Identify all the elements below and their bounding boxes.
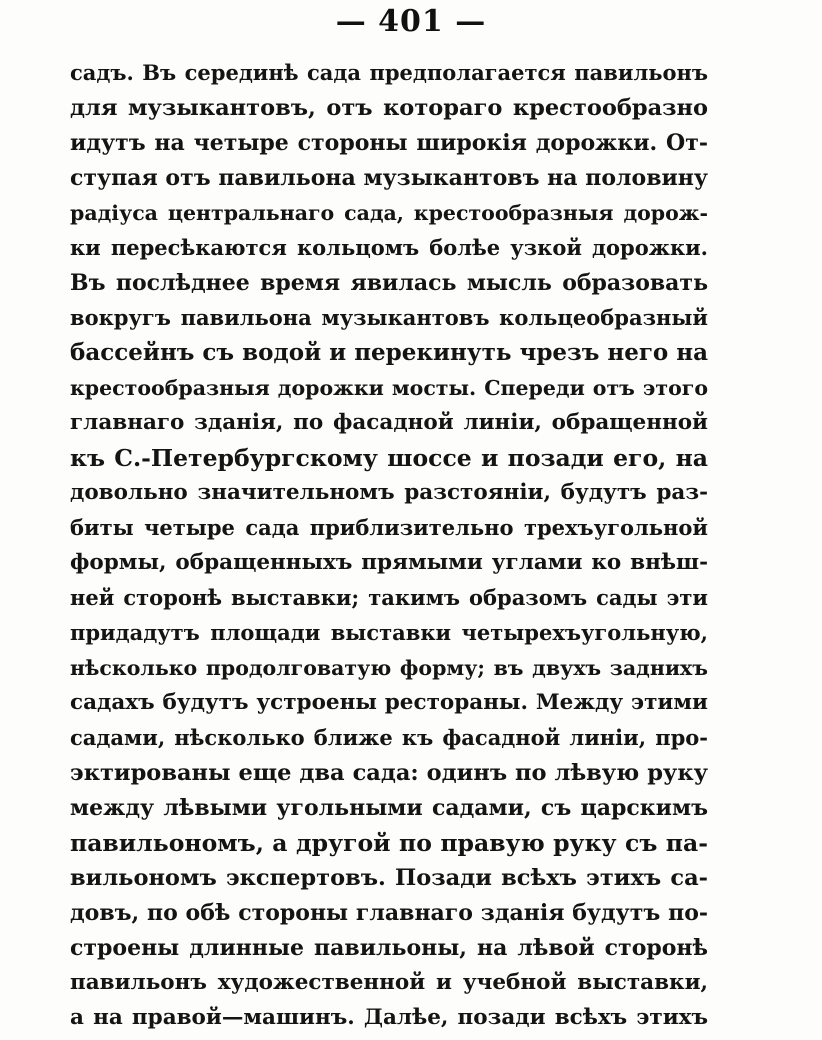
- text-line: садъ. Въ серединѣ сада предполагается павильонъ: [70, 60, 708, 85]
- text-line: нѣсколько продолговатую форму; въ двухъ заднихъ: [70, 656, 708, 680]
- text-line: ней сторонѣ выставки; такимъ образомъ сады эти: [70, 585, 708, 610]
- text-line: довольно значительномъ разстояніи, будутъ раз-: [70, 480, 708, 505]
- text-line: между лѣвыми угольными садами, съ царскимъ: [70, 795, 708, 821]
- text-line: Въ послѣднее время явилась мысль образовать: [70, 270, 708, 296]
- text-line: бассейнъ съ водой и перекинуть чрезъ него на: [70, 339, 708, 366]
- text-line: садахъ будутъ устроены рестораны. Между этими: [70, 690, 708, 715]
- text-line: довъ, по обѣ стороны главнаго зданія будутъ по-: [70, 900, 708, 926]
- text-line: а на правой—машинъ. Далѣе, позади всѣхъ этихъ: [70, 1005, 708, 1030]
- text-line: идутъ на четыре стороны широкія дорожки. От-: [70, 130, 708, 156]
- text-line: биты четыре сада приблизительно трехъугольной: [70, 515, 708, 540]
- text-line: павильономъ, а другой по правую руку съ па-: [70, 829, 708, 857]
- text-line: для музыкантовъ, отъ котораго крестообразно: [70, 95, 708, 121]
- text-line: садами, нѣсколько ближе къ фасадной линіи, про-: [70, 725, 708, 750]
- text-line: ки пересѣкаются кольцомъ болѣе узкой дорожки.: [70, 235, 708, 260]
- text-line: вокругъ павильона музыкантовъ кольцеобразный: [70, 305, 708, 330]
- page-number: — 401 —: [335, 4, 487, 39]
- text-line: крестообразныя дорожки мосты. Спереди отъ этого: [70, 376, 708, 400]
- text-line: вильономъ экспертовъ. Позади всѣхъ этихъ са-: [70, 865, 708, 891]
- text-line: придадутъ площади выставки четырехъугольную,: [70, 620, 708, 645]
- text-line: павильонъ художественной и учебной выставки,: [70, 970, 708, 995]
- text-line: строены длинные павильоны, на лѣвой сторонѣ: [70, 935, 708, 961]
- text-line: эктированы еще два сада: одинъ по лѣвую руку: [70, 760, 708, 786]
- text-line: ступая отъ павильона музыкантовъ на половину: [70, 165, 708, 191]
- text-line: къ С.-Петербургскому шоссе и позади его, на: [70, 444, 708, 472]
- text-line: главнаго зданія, по фасадной линіи, обращенной: [70, 410, 708, 435]
- text-line: формы, обращенныхъ прямыми углами ко внѣш-: [70, 550, 708, 575]
- text-line: радіуса центральнаго сада, крестообразныя дорож-: [70, 201, 708, 225]
